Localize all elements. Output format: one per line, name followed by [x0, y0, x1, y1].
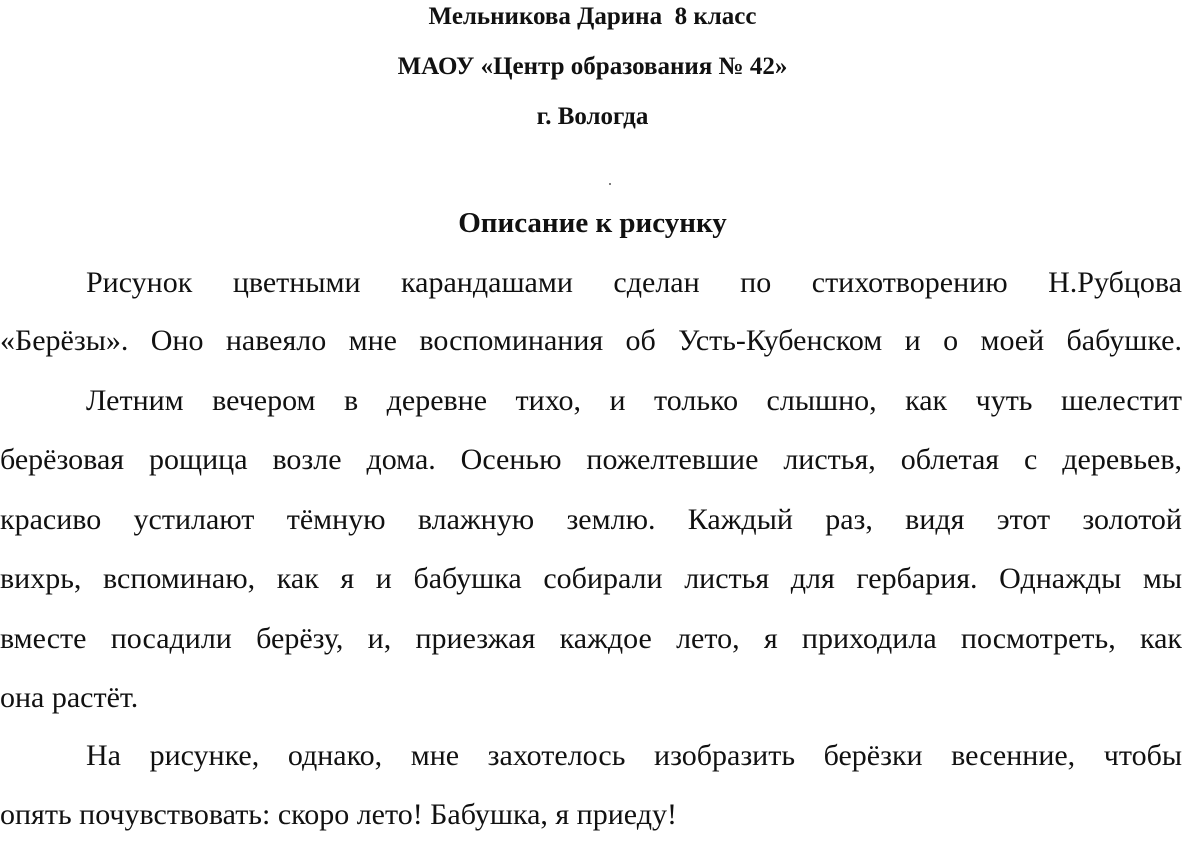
paragraph-2-line-2: берёзовая рощица возле дома. Осенью пожелтевшие листья, облетая с деревьев, — [0, 443, 1182, 476]
paragraph-2-line-3: красиво устилают тёмную влажную землю. Каждый раз, видя этот золотой — [0, 503, 1182, 536]
paragraph-1-line-1: Рисунок цветными карандашами сделан по стихотворению Н.Рубцова — [86, 266, 1182, 299]
paragraph-2-line-1: Летним вечером в деревне тихо, и только слышно, как чуть шелестит — [86, 384, 1182, 417]
paragraph-2-line-5: вместе посадили берёзу, и, приезжая каждое лето, я приходила посмотреть, как — [0, 622, 1182, 655]
document-title: Описание к рисунку — [458, 207, 727, 239]
city-line: г. Вологда — [536, 103, 649, 130]
paragraph-3-line-1: На рисунке, однако, мне захотелось изобразить берёзки весенние, чтобы — [86, 739, 1182, 772]
scan-speck — [609, 183, 611, 185]
school-line: МАОУ «Центр образования № 42» — [397, 53, 788, 80]
paragraph-2-line-4: вихрь, вспоминаю, как я и бабушка собирали листья для гербария. Однажды мы — [0, 562, 1182, 595]
paragraph-1-line-2: «Берёзы». Оно навеяло мне воспоминания об Усть-Кубенском и о моей бабушке. — [0, 324, 1182, 357]
paragraph-3-line-2: опять почувствовать: скоро лето! Бабушка, я приеду! — [0, 798, 677, 831]
paragraph-2-line-6: она растёт. — [0, 681, 139, 714]
author-line: Мельникова Дарина 8 класс — [428, 3, 757, 30]
